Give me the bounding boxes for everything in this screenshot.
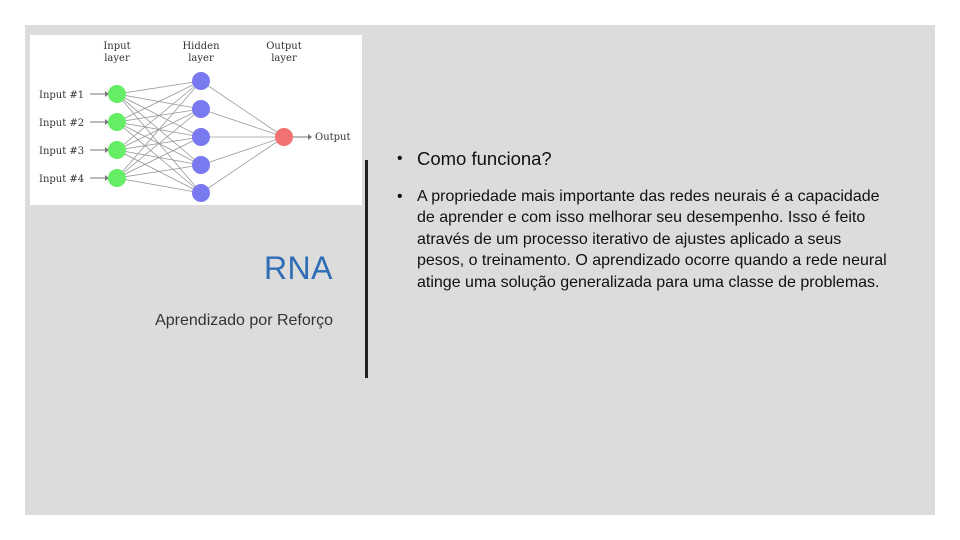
bullet-text-question: Como funciona? — [417, 148, 552, 169]
output-layer-header-line2: layer — [271, 53, 297, 64]
edge-hidden-4-output — [201, 137, 284, 165]
bullet-item-question — [397, 148, 892, 172]
input-label-4: Input #4 — [39, 174, 85, 185]
hidden-layer-header-line1: Hidden — [182, 41, 220, 52]
edge-hidden-2-output — [201, 109, 284, 137]
bullet-icon: • — [397, 187, 403, 205]
hidden-node-3 — [192, 128, 210, 146]
bullet-item-explanation — [397, 186, 892, 294]
input-node-1 — [108, 85, 126, 103]
slide-title: RNA — [263, 250, 333, 286]
edge-hidden-5-output — [201, 137, 284, 193]
input-node-3 — [108, 141, 126, 159]
input-node-2 — [108, 113, 126, 131]
vertical-divider — [365, 160, 368, 378]
hidden-layer-header-line2: layer — [188, 53, 214, 64]
hidden-node-2 — [192, 100, 210, 118]
edge-input-4-hidden-5 — [117, 178, 201, 193]
hidden-node-5 — [192, 184, 210, 202]
input-node-4 — [108, 169, 126, 187]
slide-subtitle: Aprendizado por Reforço — [155, 312, 333, 329]
edge-hidden-1-output — [201, 81, 284, 137]
input-label-2: Input #2 — [39, 118, 85, 129]
hidden-node-1 — [192, 72, 210, 90]
neural-network-diagram — [30, 35, 362, 205]
edge-input-4-hidden-1 — [117, 81, 201, 178]
output-arrowhead — [308, 134, 312, 140]
output-label: Output — [315, 132, 351, 143]
hidden-node-4 — [192, 156, 210, 174]
input-layer-header-line1: Input — [103, 41, 131, 52]
bullet-icon: • — [397, 150, 403, 167]
output-node — [275, 128, 293, 146]
bullet-list — [397, 148, 892, 305]
input-layer-header-line2: layer — [104, 53, 130, 64]
output-layer-header-line1: Output — [266, 41, 302, 52]
input-label-3: Input #3 — [39, 146, 85, 157]
input-label-1: Input #1 — [39, 90, 85, 101]
bullet-text-explanation: A propriedade mais importante das redes neurais é a capacidade de aprender e com isso melhorar seu desempenho. Isso é feito através de um processo iterativo de ajustes aplicado a seus pesos, o treinamento. O aprendizado ocorre quando a rede neural atinge uma solução generalizada para uma classe de problemas. — [417, 187, 887, 291]
